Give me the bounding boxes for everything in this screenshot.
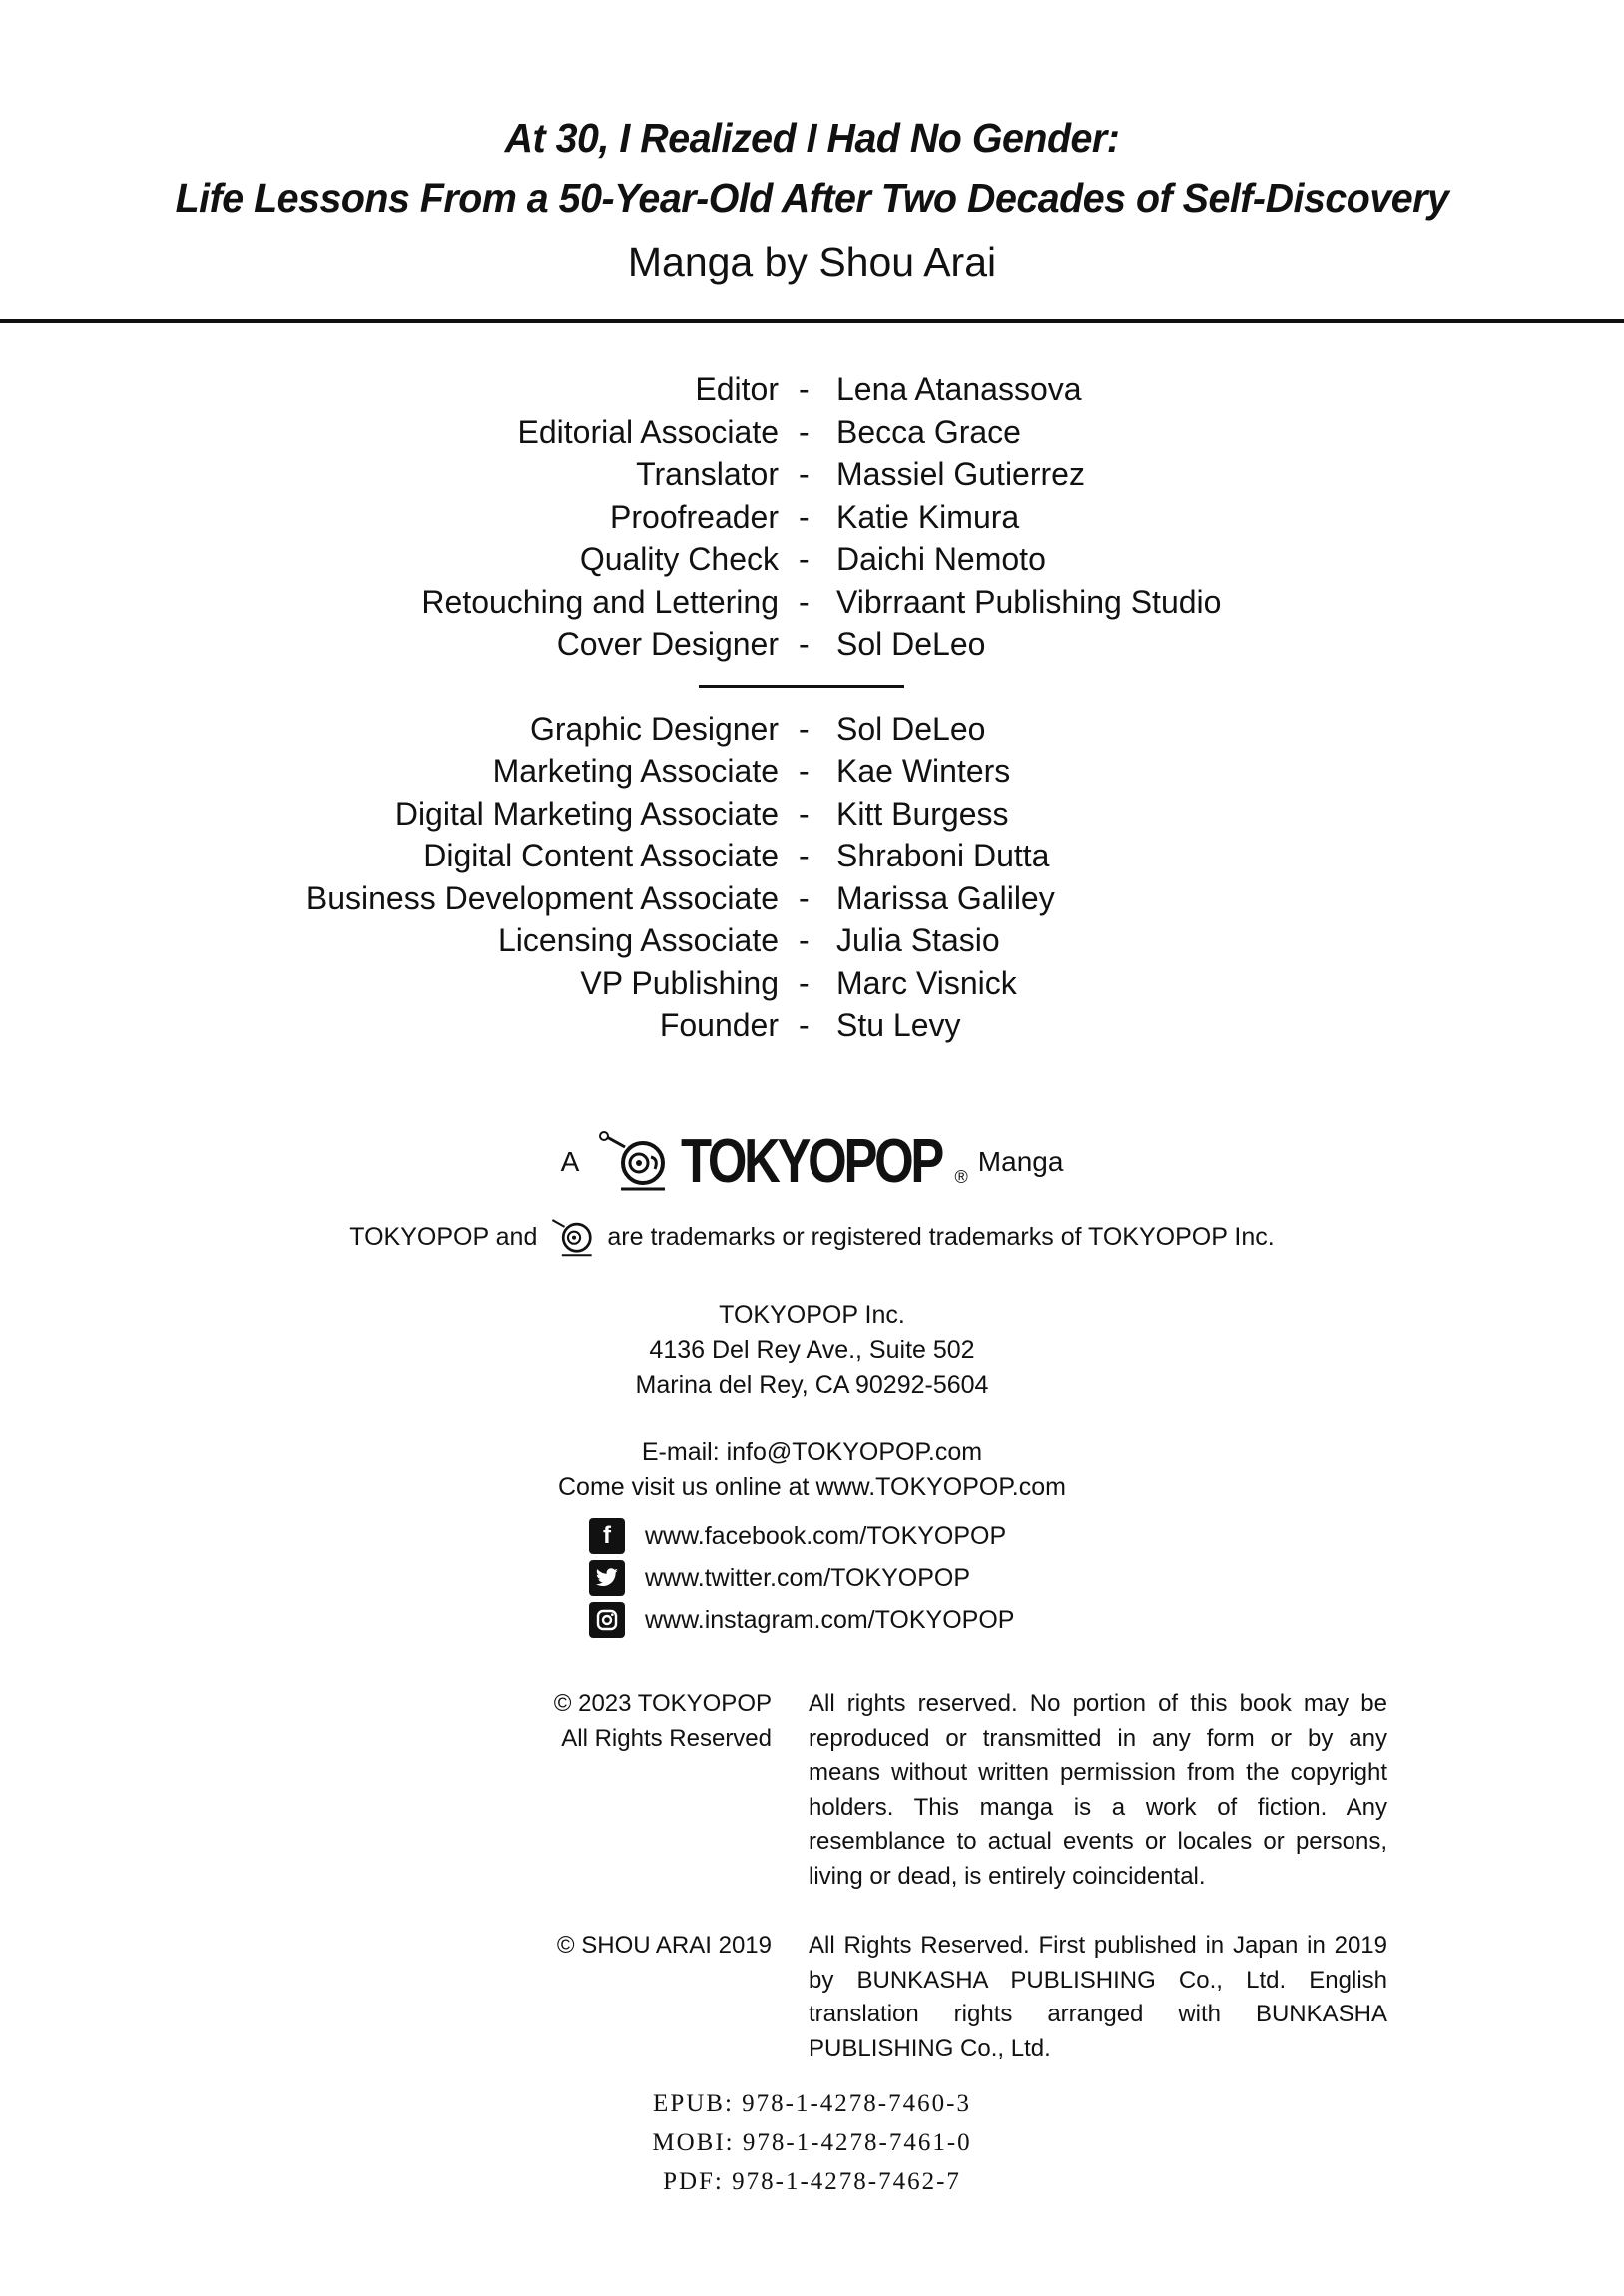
credit-separator: - <box>799 795 810 832</box>
book-title-line-1: At 30, I Realized I Had No Gender: <box>504 115 1120 161</box>
credit-name: Julia Stasio <box>836 922 1000 958</box>
credit-name: Kae Winters <box>836 753 1011 789</box>
credit-name: Sol DeLeo <box>836 626 986 662</box>
copyright-line: © SHOU ARAI 2019 <box>556 1932 772 1959</box>
isbn-pdf: PDF: 978-1-4278-7462-7 <box>663 2168 961 2195</box>
credit-separator: - <box>799 879 810 916</box>
credit-role: Translator <box>636 456 779 492</box>
registered-mark: ® <box>954 1167 968 1187</box>
credits-list <box>0 371 1624 1050</box>
credit-row <box>0 626 1624 669</box>
credit-role: Cover Designer <box>556 626 779 662</box>
website-line[interactable]: Come visit us online at www.TOKYOPOP.com <box>558 1473 1066 1501</box>
isbn-epub: EPUB: 978-1-4278-7460-3 <box>653 2090 971 2117</box>
title-block <box>0 108 1624 291</box>
credit-name: Shraboni Dutta <box>836 838 1050 873</box>
credit-name: Marissa Galiley <box>836 879 1055 916</box>
credit-role: Graphic Designer <box>530 710 779 747</box>
twitter-icon <box>589 1560 625 1596</box>
credit-role: Quality Check <box>579 541 779 577</box>
credit-role: Business Development Associate <box>305 879 779 916</box>
credit-name: Sol DeLeo <box>836 710 986 747</box>
credit-name: Katie Kimura <box>836 498 1020 535</box>
credit-separator: - <box>799 456 810 492</box>
trademark-text-before: TOKYOPOP and <box>349 1222 538 1251</box>
social-links <box>589 1515 1014 1641</box>
publisher-prefix: A <box>560 1145 580 1177</box>
byline: Manga by Shou Arai <box>627 239 997 285</box>
copyright-statement: All Rights Reserved. First published in Japan in 2019 by BUNKASHA PUBLISHING Co., Ltd. English translation rights arranged with BUNKASHA PUBLISHING Co., Ltd. <box>809 1932 1387 2062</box>
credit-name: Massiel Gutierrez <box>836 456 1085 492</box>
credit-separator: - <box>799 541 810 577</box>
isbn-list <box>0 2084 1624 2201</box>
address-line: TOKYOPOP Inc. <box>719 1301 905 1329</box>
address-line: 4136 Del Rey Ave., Suite 502 <box>649 1336 975 1364</box>
credit-role: Editorial Associate <box>517 413 779 450</box>
credit-role: Founder <box>659 1007 779 1043</box>
credit-name: Marc Visnick <box>836 964 1017 1001</box>
credit-name: Daichi Nemoto <box>836 541 1046 577</box>
trademark-text-after: are trademarks or registered trademarks of TOKYOPOP Inc. <box>607 1222 1275 1251</box>
credit-separator: - <box>799 838 810 873</box>
credit-row <box>0 541 1624 584</box>
copyright-holder <box>472 1929 772 1964</box>
isbn-mobi: MOBI: 978-1-4278-7461-0 <box>652 2129 972 2156</box>
credit-separator: - <box>799 626 810 662</box>
social-link-facebook[interactable] <box>589 1515 1014 1557</box>
credit-role: Digital Marketing Associate <box>394 795 779 832</box>
credit-row <box>0 1007 1624 1050</box>
facebook-icon: f <box>589 1518 625 1554</box>
credit-separator: - <box>799 583 810 620</box>
trademark-notice <box>0 1216 1624 1258</box>
credit-role: Marketing Associate <box>492 753 779 789</box>
social-link-instagram[interactable] <box>589 1599 1014 1641</box>
credit-row <box>0 499 1624 542</box>
credit-role: VP Publishing <box>580 964 779 1001</box>
credit-row <box>0 796 1624 839</box>
credit-separator: - <box>799 371 810 407</box>
copyright-statement: All rights reserved. No portion of this book may be reproduced or transmitted in any form or by any means without written permission from the copyright holders. This manga is a work of fiction. Any resemblance to actual events or locales or persons, living or dead, is entirely coincidental. <box>809 1690 1387 1890</box>
tokyopop-logo: TOKYOPOP <box>681 1127 942 1196</box>
copyright-line: All Rights Reserved <box>561 1724 772 1752</box>
social-url[interactable]: www.facebook.com/TOKYOPOP <box>645 1521 1007 1550</box>
credit-separator: - <box>799 964 810 1001</box>
book-title-line-2: Life Lessons From a 50-Year-Old After Two Decades of Self-Discovery <box>175 175 1449 221</box>
credit-row <box>0 753 1624 796</box>
title-divider <box>0 319 1624 323</box>
social-url[interactable]: www.twitter.com/TOKYOPOP <box>645 1563 971 1592</box>
credit-name: Kitt Burgess <box>836 795 1009 832</box>
instagram-icon <box>589 1602 625 1638</box>
credit-name: Becca Grace <box>836 413 1021 450</box>
credit-row <box>0 371 1624 414</box>
credit-separator: - <box>799 498 810 535</box>
social-url[interactable]: www.instagram.com/TOKYOPOP <box>645 1605 1015 1634</box>
tokyopop-mascot-small-icon <box>543 1216 601 1258</box>
credit-role: Retouching and Lettering <box>421 583 779 620</box>
credit-role: Digital Content Associate <box>423 838 779 873</box>
credit-role: Proofreader <box>610 498 779 535</box>
credit-row <box>0 922 1624 965</box>
credit-name: Stu Levy <box>836 1007 961 1043</box>
credit-row <box>0 838 1624 880</box>
email-line[interactable]: E-mail: info@TOKYOPOP.com <box>641 1438 983 1466</box>
credit-role: Licensing Associate <box>497 922 779 958</box>
credit-role: Editor <box>695 371 779 407</box>
credit-row <box>0 414 1624 457</box>
social-link-twitter[interactable] <box>589 1557 1014 1599</box>
contact-info <box>0 1435 1624 1505</box>
credit-row <box>0 456 1624 499</box>
credit-name: Lena Atanassova <box>836 371 1082 407</box>
credit-row <box>0 711 1624 754</box>
credit-separator: - <box>799 753 810 789</box>
credit-separator: - <box>799 710 810 747</box>
credit-separator: - <box>799 922 810 958</box>
address-line: Marina del Rey, CA 90292-5604 <box>635 1371 989 1399</box>
publisher-suffix: Manga <box>977 1145 1064 1177</box>
credit-separator: - <box>799 1007 810 1043</box>
publisher-address <box>0 1298 1624 1403</box>
credit-separator: - <box>799 413 810 450</box>
credit-row <box>0 880 1624 923</box>
copyright-line: © 2023 TOKYOPOP <box>553 1690 772 1717</box>
publisher-line <box>0 1126 1624 1197</box>
credits-divider <box>0 669 1624 711</box>
copyright-holder <box>472 1687 772 1756</box>
credit-row <box>0 965 1624 1008</box>
credit-row <box>0 584 1624 627</box>
tokyopop-mascot-icon <box>595 1131 677 1193</box>
credit-name: Vibrraant Publishing Studio <box>836 583 1222 620</box>
